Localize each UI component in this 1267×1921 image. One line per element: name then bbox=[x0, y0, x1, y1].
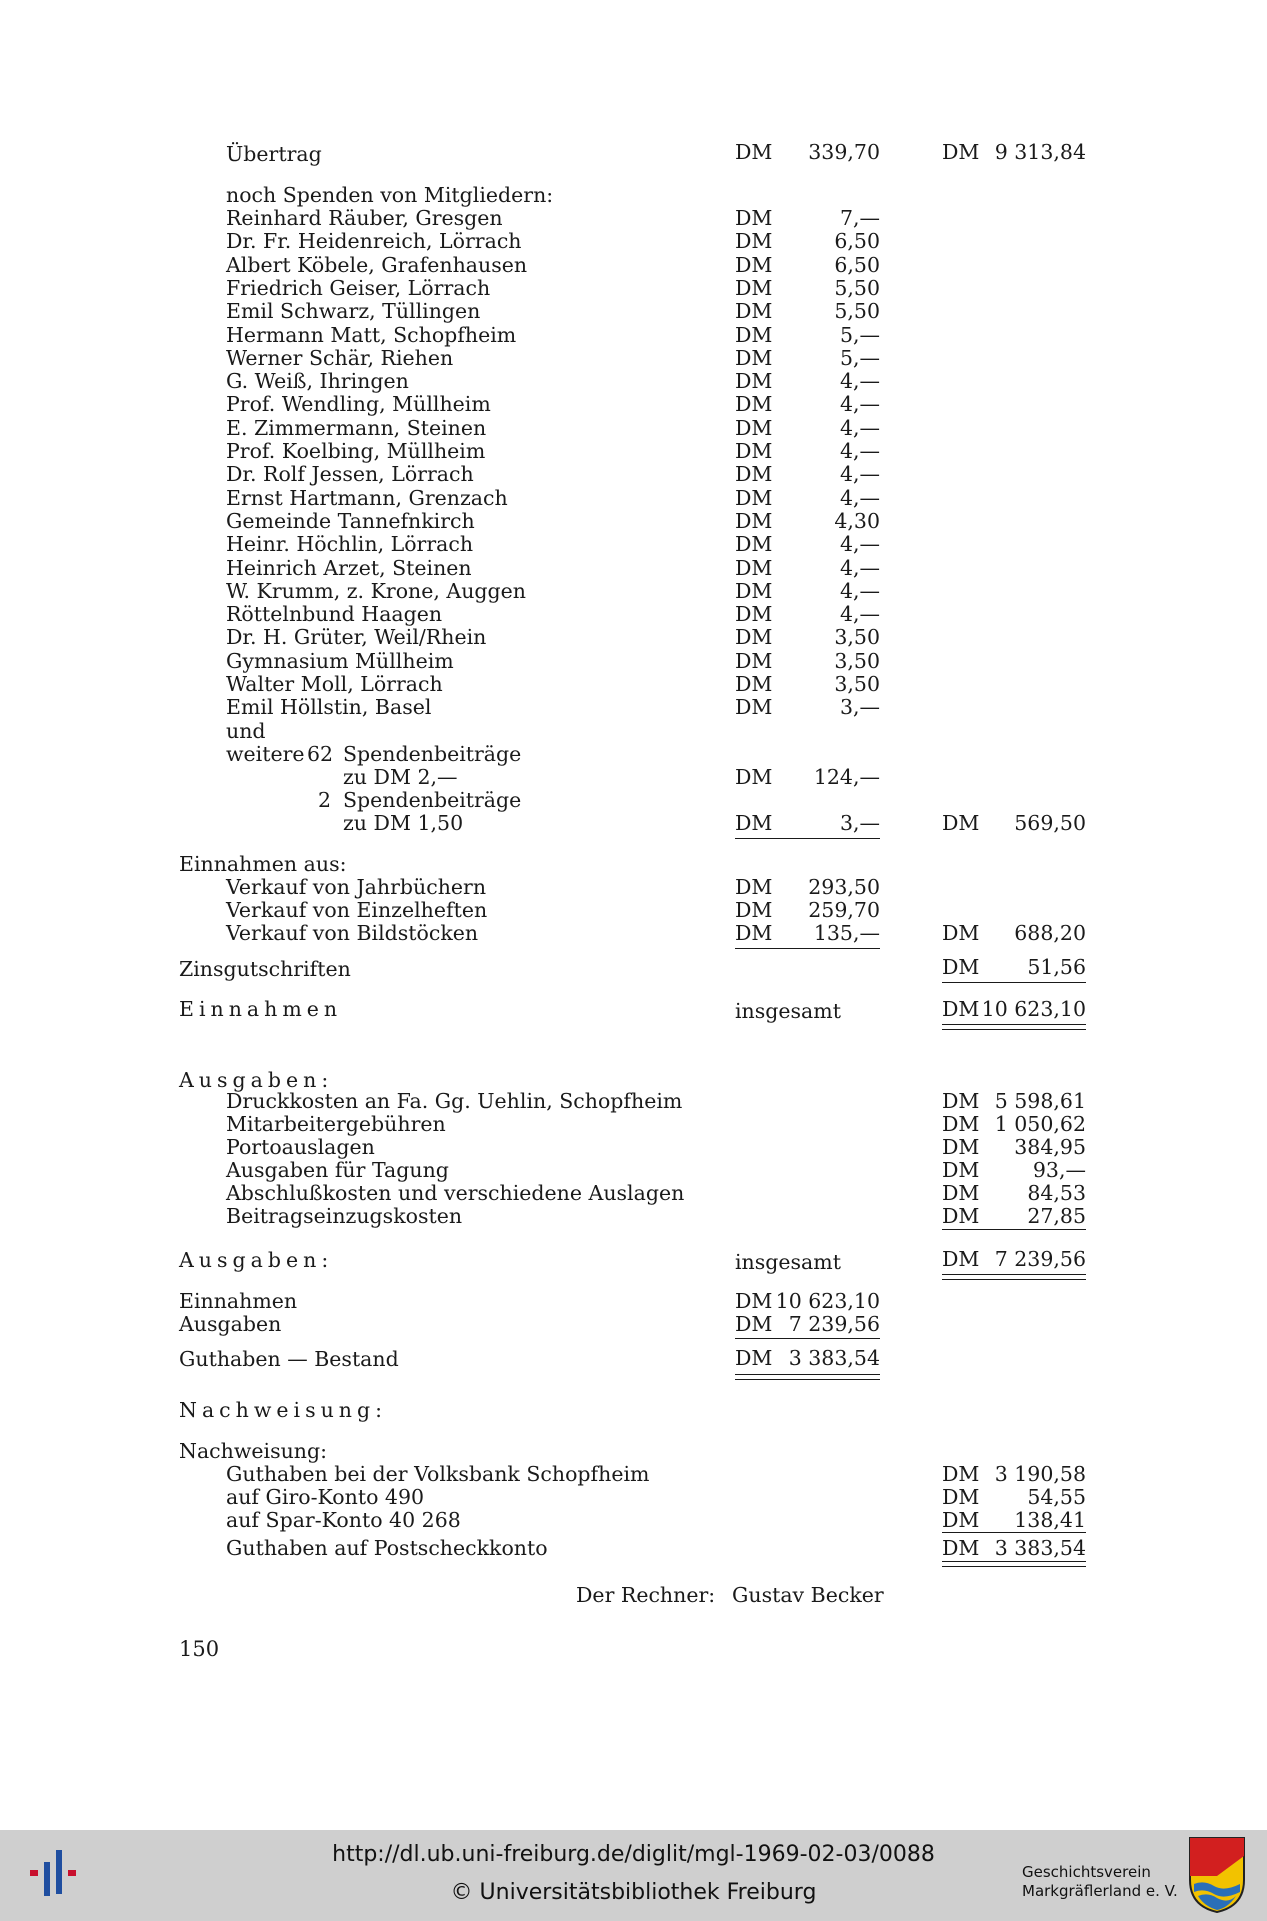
ausgaben-row-dm: DM bbox=[942, 1135, 980, 1159]
spende-row-name: Gemeinde Tannefnkirch bbox=[226, 508, 475, 533]
ausgaben-row-name: Ausgaben für Tagung bbox=[226, 1158, 449, 1182]
spende-row-value: 6,50 bbox=[834, 252, 880, 277]
spende-row-name: E. Zimmermann, Steinen bbox=[226, 415, 487, 440]
footer-bar bbox=[0, 1830, 1267, 1921]
bilanz-ausgaben-dm: DM bbox=[735, 1312, 773, 1336]
spende-row-value: 4,— bbox=[839, 602, 880, 627]
footer-org-line2: Markgräflerland e. V. bbox=[1022, 1882, 1178, 1900]
spende-row-dm: DM bbox=[735, 275, 773, 300]
spende-row-dm: DM bbox=[735, 369, 773, 394]
spende-row-value: 5,50 bbox=[834, 275, 880, 300]
spende-row-dm: DM bbox=[735, 439, 773, 463]
spende-row-name: Emil Höllstin, Basel bbox=[226, 695, 432, 720]
signature-label: Der Rechner: bbox=[576, 1583, 716, 1607]
spende-row-dm: DM bbox=[735, 695, 773, 720]
spende-row-name: Heinr. Höchlin, Lörrach bbox=[226, 532, 474, 557]
ausgaben-total-rule-1 bbox=[942, 1274, 1086, 1275]
spende-row-dm: DM bbox=[735, 648, 773, 673]
spende-row-value: 4,30 bbox=[834, 508, 880, 533]
spende-row-value: 7,— bbox=[839, 206, 880, 230]
nachweisung-row-value: 138,41 bbox=[1014, 1508, 1086, 1532]
zwei-dm: DM bbox=[735, 811, 773, 835]
nachweisung-section-heading: Nachweisung: bbox=[179, 1398, 388, 1422]
ausgaben-total-label: Ausgaben: bbox=[179, 1248, 334, 1272]
weitere-label: weitere bbox=[226, 742, 305, 766]
spende-row-name: Ernst Hartmann, Grenzach bbox=[226, 485, 508, 510]
spende-row-name: Gymnasium Müllheim bbox=[226, 648, 454, 673]
spende-row-dm: DM bbox=[735, 299, 773, 324]
zwei-count: 2 bbox=[318, 788, 332, 812]
ausgaben-row-name: Druckkosten an Fa. Gg. Uehlin, Schopfheim bbox=[226, 1089, 683, 1113]
zins-rule bbox=[942, 982, 1086, 983]
zwei-beitraege: Spendenbeiträge bbox=[343, 788, 522, 812]
einnahmen-row-name: Verkauf von Einzelheften bbox=[226, 898, 488, 922]
zins-value: 51,56 bbox=[1027, 955, 1086, 979]
einnahmen-row-dm: DM bbox=[735, 898, 773, 922]
nachweisung-total-name: Guthaben auf Postscheckkonto bbox=[226, 1536, 548, 1560]
bilanz-sum-rule bbox=[735, 1338, 880, 1339]
spende-row-value: 4,— bbox=[839, 369, 880, 394]
einnahmen-row-dm: DM bbox=[735, 875, 773, 899]
spende-row-dm: DM bbox=[735, 392, 773, 417]
nachweisung-row-dm: DM bbox=[942, 1462, 980, 1486]
ausgaben-row-dm: DM bbox=[942, 1089, 980, 1113]
bilanz-einnahmen-dm: DM bbox=[735, 1289, 773, 1313]
nachweisung-total-dm: DM bbox=[942, 1536, 980, 1560]
spende-row-name: Prof. Wendling, Müllheim bbox=[226, 392, 491, 417]
weitere-count: 62 bbox=[307, 742, 334, 766]
spende-row-dm: DM bbox=[735, 322, 773, 347]
spende-row-dm: DM bbox=[735, 415, 773, 440]
spende-row-value: 4,— bbox=[839, 555, 880, 580]
ausgaben-total-mid: insgesamt bbox=[735, 1250, 841, 1274]
nachweisung-row-name: auf Spar-Konto 40 268 bbox=[226, 1508, 461, 1532]
ausgaben-row-name: Mitarbeitergebühren bbox=[226, 1112, 446, 1136]
spende-row-name: Dr. Rolf Jessen, Lörrach bbox=[226, 462, 474, 487]
guthaben-rule-2 bbox=[735, 1379, 880, 1380]
spenden-sum-rule bbox=[735, 838, 880, 839]
spende-row-value: 3,50 bbox=[834, 648, 880, 673]
spende-row-name: Dr. H. Grüter, Weil/Rhein bbox=[226, 625, 487, 650]
spende-row-value: 5,— bbox=[839, 322, 880, 347]
ausgaben-row-value: 93,— bbox=[1032, 1158, 1086, 1182]
bilanz-einnahmen-label: Einnahmen bbox=[179, 1289, 298, 1313]
spende-row-name: W. Krumm, z. Krone, Auggen bbox=[226, 578, 526, 603]
zins-dm: DM bbox=[942, 955, 980, 979]
spende-row-name: Reinhard Räuber, Gresgen bbox=[226, 206, 503, 230]
spende-row-value: 6,50 bbox=[834, 229, 880, 254]
einnahmen-total-rule-2 bbox=[942, 1029, 1086, 1030]
spende-row-dm: DM bbox=[735, 602, 773, 627]
spende-row-name: Prof. Koelbing, Müllheim bbox=[226, 439, 486, 463]
spende-row-dm: DM bbox=[735, 462, 773, 487]
zwei-value: 3,— bbox=[839, 811, 880, 835]
nachweisung-total-val: 3 383,54 bbox=[994, 1536, 1086, 1560]
nachweisung-total-rule-1 bbox=[942, 1561, 1086, 1562]
einnahmen-aus-heading: Einnahmen aus: bbox=[179, 852, 347, 876]
spende-row-value: 3,— bbox=[839, 695, 880, 720]
ausgaben-row-name: Beitragseinzugskosten bbox=[226, 1204, 463, 1228]
spende-row-value: 5,50 bbox=[834, 299, 880, 324]
guthaben-bestand-value: 3 383,54 bbox=[788, 1346, 880, 1370]
spende-row-name: G. Weiß, Ihringen bbox=[226, 369, 409, 394]
spende-row-name: Röttelnbund Haagen bbox=[226, 602, 443, 627]
footer-url-link[interactable]: http://dl.ub.uni-freiburg.de/diglit/mgl-1969-02-03/0088 bbox=[332, 1842, 935, 1867]
einnahmen-total-value: 10 623,10 bbox=[981, 997, 1086, 1021]
coat-of-arms-icon bbox=[1188, 1836, 1246, 1914]
weitere-zu: zu DM 2,— bbox=[343, 765, 458, 789]
page-number: 150 bbox=[179, 1637, 220, 1661]
spende-row-name: Dr. Fr. Heidenreich, Lörrach bbox=[226, 229, 522, 254]
einnahmen-row-dm: DM bbox=[735, 921, 773, 945]
nachweisung-row-dm: DM bbox=[942, 1508, 980, 1532]
spende-row-dm: DM bbox=[735, 252, 773, 277]
einnahmen-row-value: 259,70 bbox=[808, 898, 880, 922]
uebertrag-dm1: DM bbox=[735, 140, 773, 164]
spende-row-name: Werner Schär, Riehen bbox=[226, 345, 454, 370]
spende-row-name: Hermann Matt, Schopfheim bbox=[226, 322, 517, 347]
zins-label: Zinsgutschriften bbox=[179, 957, 351, 981]
einnahmen-total-rule-1 bbox=[942, 1024, 1086, 1025]
ausgaben-total-value: 7 239,56 bbox=[994, 1247, 1086, 1271]
ausgaben-total-rule-2 bbox=[942, 1279, 1086, 1280]
ausgaben-row-value: 84,53 bbox=[1027, 1181, 1086, 1205]
weitere-dm: DM bbox=[735, 765, 773, 789]
spende-row-value: 4,— bbox=[839, 415, 880, 440]
ausgaben-row-value: 1 050,62 bbox=[994, 1112, 1086, 1136]
spende-row-value: 5,— bbox=[839, 345, 880, 370]
spende-row-dm: DM bbox=[735, 485, 773, 510]
spenden-total-value: 569,50 bbox=[1014, 811, 1086, 835]
bilanz-einnahmen-value: 10 623,10 bbox=[775, 1289, 880, 1313]
einnahmen-row-value: 135,— bbox=[813, 921, 880, 945]
einnahmen-aus-total-value: 688,20 bbox=[1014, 921, 1086, 945]
spende-row-value: 4,— bbox=[839, 392, 880, 417]
einnahmen-aus-total-dm: DM bbox=[942, 921, 980, 945]
spende-row-name: Friedrich Geiser, Lörrach bbox=[226, 275, 491, 300]
spende-row-dm: DM bbox=[735, 206, 773, 230]
ausgaben-row-value: 27,85 bbox=[1027, 1204, 1086, 1228]
bilanz-ausgaben-label: Ausgaben bbox=[179, 1312, 282, 1336]
nachweisung-row-dm: DM bbox=[942, 1485, 980, 1509]
weitere-value: 124,— bbox=[813, 765, 880, 789]
ausgaben-row-name: Portoauslagen bbox=[226, 1135, 375, 1159]
ausgaben-row-value: 384,95 bbox=[1014, 1135, 1086, 1159]
uebertrag-label: Übertrag bbox=[226, 142, 322, 166]
einnahmen-sum-rule bbox=[735, 948, 880, 949]
spende-row-name: Emil Schwarz, Tüllingen bbox=[226, 299, 481, 324]
uebertrag-value2: 9 313,84 bbox=[994, 140, 1086, 164]
spende-row-dm: DM bbox=[735, 508, 773, 533]
einnahmen-row-value: 293,50 bbox=[808, 875, 880, 899]
spende-row-dm: DM bbox=[735, 555, 773, 580]
spende-row-value: 3,50 bbox=[834, 672, 880, 696]
uebertrag-dm2: DM bbox=[942, 140, 980, 164]
bilanz-ausgaben-value: 7 239,56 bbox=[788, 1312, 880, 1336]
einnahmen-total-mid: insgesamt bbox=[735, 999, 841, 1023]
ausgaben-sum-rule bbox=[942, 1229, 1086, 1230]
nachweisung-row-name: Guthaben bei der Volksbank Schopfheim bbox=[226, 1462, 650, 1486]
ausgaben-row-value: 5 598,61 bbox=[994, 1089, 1086, 1113]
einnahmen-total-dm: DM bbox=[942, 997, 980, 1021]
einnahmen-row-name: Verkauf von Jahrbüchern bbox=[226, 875, 487, 899]
spende-row-dm: DM bbox=[735, 229, 773, 254]
uebertrag-value1: 339,70 bbox=[808, 140, 880, 164]
nachweisung-row-name: auf Giro-Konto 490 bbox=[226, 1485, 425, 1509]
nachweisung-row-value: 3 190,58 bbox=[994, 1462, 1086, 1486]
ausgaben-row-dm: DM bbox=[942, 1112, 980, 1136]
ausgaben-row-dm: DM bbox=[942, 1204, 980, 1228]
spende-row-dm: DM bbox=[735, 345, 773, 370]
spende-row-dm: DM bbox=[735, 672, 773, 696]
spende-row-name: Albert Köbele, Grafenhausen bbox=[226, 252, 528, 277]
spende-row-value: 4,— bbox=[839, 578, 880, 603]
footer-org-line1: Geschichtsverein bbox=[1022, 1863, 1151, 1881]
ausgaben-row-name: Abschlußkosten und verschiedene Auslagen bbox=[226, 1181, 685, 1205]
spenden-heading: noch Spenden von Mitgliedern: bbox=[226, 183, 554, 207]
weitere-beitraege: Spendenbeiträge bbox=[343, 742, 522, 766]
footer-copyright: © Universitätsbibliothek Freiburg bbox=[450, 1880, 817, 1905]
guthaben-bestand-dm: DM bbox=[735, 1346, 773, 1370]
ausgaben-row-dm: DM bbox=[942, 1181, 980, 1205]
ausgaben-heading: Ausgaben: bbox=[179, 1068, 334, 1092]
nachweisung-heading: Nachweisung: bbox=[179, 1439, 328, 1463]
spende-row-value: 3,50 bbox=[834, 625, 880, 650]
spende-row-dm: DM bbox=[735, 625, 773, 650]
guthaben-bestand-label: Guthaben — Bestand bbox=[179, 1347, 399, 1371]
spende-row-value: 4,— bbox=[839, 532, 880, 557]
spende-row-name: Heinrich Arzet, Steinen bbox=[226, 555, 472, 580]
zwei-zu: zu DM 1,50 bbox=[343, 811, 464, 835]
nachweisung-row-value: 54,55 bbox=[1027, 1485, 1086, 1509]
spende-row-value: 4,— bbox=[839, 462, 880, 487]
ausgaben-row-dm: DM bbox=[942, 1158, 980, 1182]
footer-organization bbox=[1022, 1863, 1178, 1901]
einnahmen-total-label: Einnahmen bbox=[179, 997, 343, 1021]
spende-row-dm: DM bbox=[735, 578, 773, 603]
spenden-total-dm: DM bbox=[942, 811, 980, 835]
spende-row-dm: DM bbox=[735, 532, 773, 557]
spende-row-value: 4,— bbox=[839, 439, 880, 463]
spende-row-value: 4,— bbox=[839, 485, 880, 510]
guthaben-rule-1 bbox=[735, 1374, 880, 1375]
spende-row-name: Walter Moll, Lörrach bbox=[226, 672, 443, 696]
und-label: und bbox=[226, 719, 266, 743]
ausgaben-total-dm: DM bbox=[942, 1247, 980, 1271]
einnahmen-row-name: Verkauf von Bildstöcken bbox=[226, 921, 479, 945]
nachweisung-sum-rule bbox=[942, 1532, 1086, 1533]
nachweisung-total-rule-2 bbox=[942, 1566, 1086, 1567]
signature-name: Gustav Becker bbox=[732, 1583, 884, 1607]
